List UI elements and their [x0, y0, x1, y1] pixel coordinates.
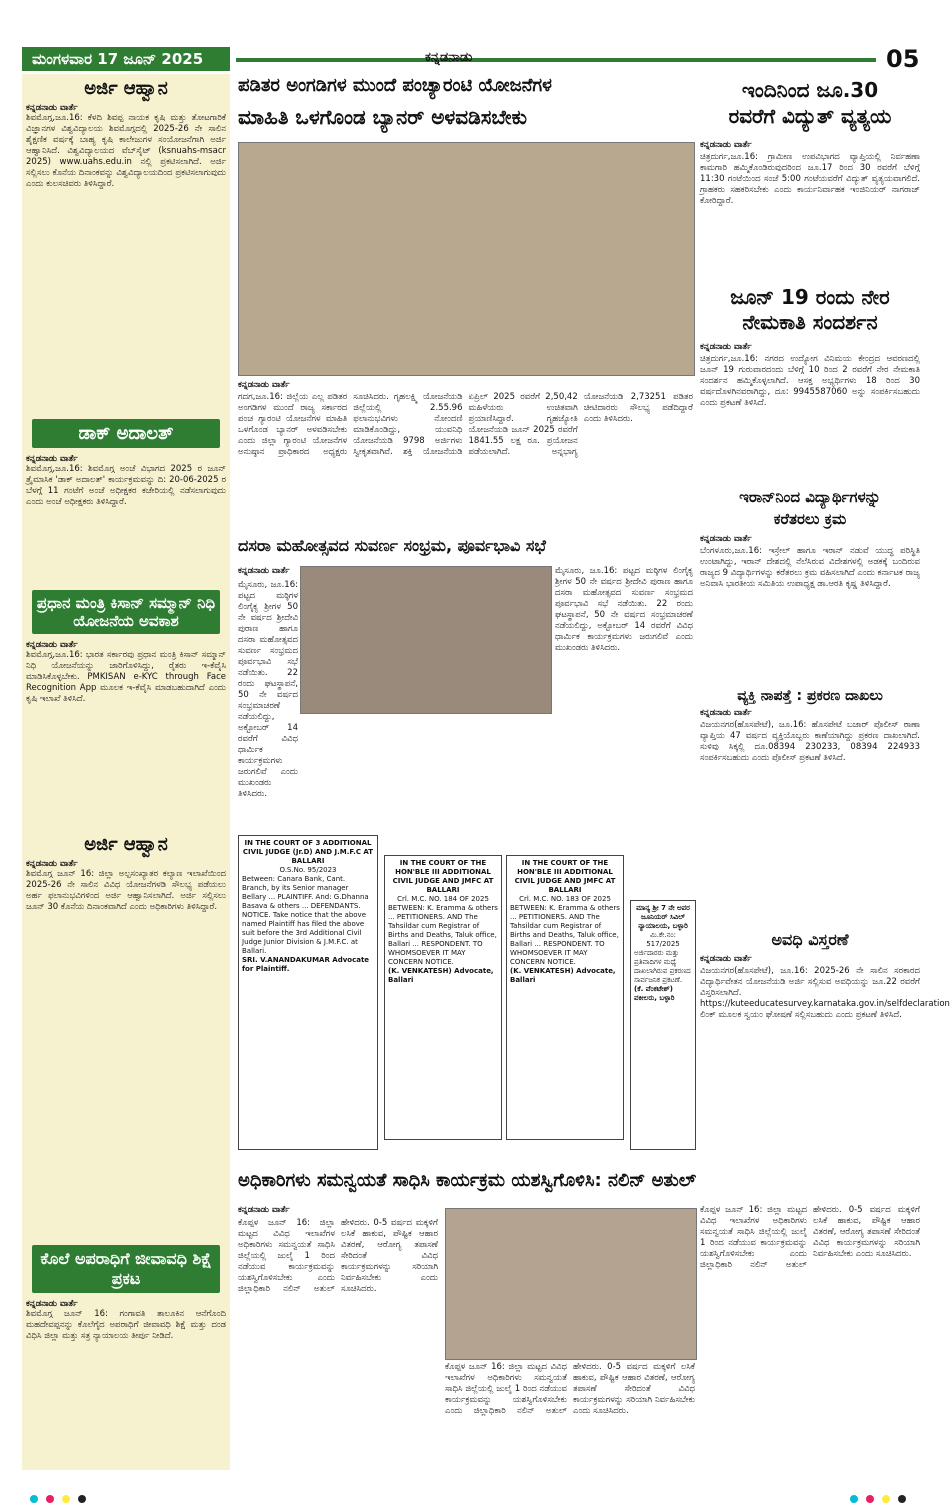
bottom-text-left: ಕೊಪ್ಪಳ ಜೂನ್ 16: ಜಿಲ್ಲಾ ಮಟ್ಟದ ವಿವಿಧ ಇಲಾಖೆಗಳ ಅಧಿಕಾರಿಗಳು ಸಮನ್ವಯತೆ ಸಾಧಿಸಿ ಜಿಲ್ಲೆಯಲ್ಲಿ ಜುಲೈ 1 ರಿಂದ ನಡೆಯುವ ಕಾರ್ಯಕ್ರಮವನ್ನು ಯಶಸ್ವಿಗೊಳಿಸಬೇಕು ಎಂದು ಜಿಲ್ಲಾಧಿಕಾರಿ ನಲಿನ್ ಅತುಲ್ ಹೇಳಿದರು. 0-5 ವರ್ಷದ ಮಕ್ಕಳಿಗೆ ಲಸಿಕೆ ಹಾಕುವ, ಪೌಷ್ಟಿಕ ಆಹಾರ ವಿತರಣೆ, ಆರೋಗ್ಯ ತಪಾಸಣೆ ಸೇರಿದಂತೆ ವಿವಿಧ ಕಾರ್ಯಕ್ರಮಗಳನ್ನು ಸರಿಯಾಗಿ ನಿರ್ವಹಿಸಬೇಕು ಎಂದು ಸೂಚಿಸಿದರು.: [238, 1218, 438, 1294]
iran-text: ಬೆಂಗಳೂರು,ಜೂ.16: ಇಸ್ರೇಲ್ ಹಾಗೂ ಇರಾನ್ ನಡುವೆ ಯುದ್ಧ ಪರಿಸ್ಥಿತಿ ಉಂಟಾಗಿದ್ದು, ಇರಾನ್ ದೇಶದಲ್ಲಿ ನೆಲೆಸಿರುವ ವಿದೇಶಗಳಲ್ಲಿ ಅಡಕಕ್ಕೆ ಬಂದಿರುವ ರಾಜ್ಯದ 9 ವಿದ್ಯಾರ್ಥಿಗಳನ್ನು ಕರೆತರಲು ಕ್ರಮ ವಹಿಸಲಾಗಿದೆ ಎಂದು ಕರ್ನಾಟಕ ರಾಜ್ಯ ಅನಿವಾಸಿ ಭಾರತೀಯ ಸಮಿತಿಯ ಉಪಾಧ್ಯಕ್ಷ ಡಾ.ಆರತಿ ಕೃಷ್ಣ ತಿಳಿಸಿದ್ದಾರೆ.: [700, 546, 920, 589]
left-sidebar: [22, 74, 230, 1470]
sidebar-headline: ಡಾಕ್ ಅದಾಲತ್: [32, 419, 220, 448]
notice-body: BETWEEN: K. Eramma & others ... PETITIONERS. AND The Tahsildar cum Registrar of Births and Deaths, Taluk office, Ballari ... RESPONDENT. TO WHOMSOEVER IT MAY CONCERN NOTICE.: [510, 904, 620, 966]
meeting-photo: [238, 142, 695, 376]
sidebar-text: ಶಿವಮೊಗ್ಗ,ಜೂ.16: ಭಾರತ ಸರ್ಕಾರವು ಪ್ರಧಾನ ಮಂತ್ರಿ ಕಿಸಾನ್ ಸಮ್ಮಾನ್ ನಿಧಿ ಯೋಜನೆಯನ್ನು ಜಾರಿಗೊಳಿಸಿದ್ದು, ರೈತರು ಇ-ಕೆವೈಸಿ ಮಾಡಿಸಿಕೊಳ್ಳಬೇಕು. PMKISAN e-KYC through Face Recognition App ಮೂಲಕ ಇ-ಕೆವೈಸಿ ಮಾಡಬಹುದಾಗಿದೆ ಎಂದು ಕೃಷಿ ಇಲಾಖೆ ತಿಳಿಸಿದೆ.: [26, 650, 226, 704]
bottom-text-right: ಕೊಪ್ಪಳ ಜೂನ್ 16: ಜಿಲ್ಲಾ ಮಟ್ಟದ ವಿವಿಧ ಇಲಾಖೆಗಳ ಅಧಿಕಾರಿಗಳು ಸಮನ್ವಯತೆ ಸಾಧಿಸಿ ಜಿಲ್ಲೆಯಲ್ಲಿ ಜುಲೈ 1 ರಿಂದ ನಡೆಯುವ ಕಾರ್ಯಕ್ರಮವನ್ನು ಯಶಸ್ವಿಗೊಳಿಸಬೇಕು ಎಂದು ಜಿಲ್ಲಾಧಿಕಾರಿ ನಲಿನ್ ಅತುಲ್ ಹೇಳಿದರು. 0-5 ವರ್ಷದ ಮಕ್ಕಳಿಗೆ ಲಸಿಕೆ ಹಾಕುವ, ಪೌಷ್ಟಿಕ ಆಹಾರ ವಿತರಣೆ, ಆರೋಗ್ಯ ತಪಾಸಣೆ ಸೇರಿದಂತೆ ವಿವಿಧ ಕಾರ್ಯಕ್ರಮಗಳನ್ನು ಸರಿಯಾಗಿ ನಿರ್ವಹಿಸಬೇಕು ಎಂದು ಸೂಚಿಸಿದರು.: [700, 1205, 920, 1270]
notice-advocate: (K. VENKATESH) Advocate, Ballari: [388, 967, 494, 984]
sidebar-byline: ಕನ್ನಡನಾಡು ವಾರ್ತೆ: [26, 454, 78, 464]
notice-body: ಅರ್ಜಿದಾರರು ಮತ್ತು ಪ್ರತಿವಾದಿಗಳ ಮಧ್ಯೆ ದಾಖಲಾಗಿರುವ ಪ್ರಕರಣದ ಸಾರ್ವಜನಿಕ ಪ್ರಕಟಣೆ.: [634, 949, 691, 984]
yellow-dot: [882, 1495, 890, 1503]
dasara-text: ಮೈಸೂರು, ಜೂ.16: ಪಟ್ಟದ ಮಠ್ಠಿಗಳ ಲಿಂಗೈಕ್ಯ ಶ್ರೀಗಳ 50 ನೇ ವರ್ಷದ ಶ್ರೀದೇವಿ ಪುರಾಣ ಹಾಗೂ ದಸರಾ ಮಹೋತ್ಸವದ ಸುವರ್ಣ ಸಂಭ್ರಮದ ಪೂರ್ವಭಾವಿ ಸಭೆ ನಡೆಯಿತು. 22 ರಂದು ಘಟಸ್ಥಾಪನೆ, 50 ನೇ ವರ್ಷದ ಸಂಭ್ರಮಾಚರಣೆ ನಡೆಯಲಿದ್ದು, ಅಕ್ಟೋಬರ್ 14 ರವರೆಗೆ ವಿವಿಧ ಧಾರ್ಮಿಕ ಕಾರ್ಯಕ್ರಮಗಳು ಜರುಗಲಿವೆ ಎಂದು ಮುಖಂಡರು ತಿಳಿಸಿದರು.: [238, 580, 298, 799]
notice-advocate: (ಕೆ. ವೆಂಕಟೇಶ್) ವಕೀಲರು, ಬಳ್ಳಾರಿ: [634, 985, 675, 1002]
yellow-dot: [62, 1495, 70, 1503]
notice-body: Between: Canara Bank, Cant. Branch, by its Senior manager Bellary ... PLAINTIFF. And: G.Dhanna Basava & others ... DEFENDANTS. NOTICE. Take notice that the above named Plaintiff has filed the above suit before the 3rd Additional Civil Judge Junior Division & J.M.F.C. at Ballari.: [242, 875, 369, 955]
notice-body: BETWEEN: K. Eramma & others ... PETITIONERS. AND The Tahsildar cum Registrar of Births and Deaths, Taluk office, Ballari ... RESPONDENT. TO WHOMSOEVER IT MAY CONCERN NOTICE.: [388, 904, 498, 966]
top-headline-line1: ಪಡಿತರ ಅಂಗಡಿಗಳ ಮುಂದೆ ಪಂಚ್ಯಾರಂಟಿ ಯೋಜನೆಗಳ: [238, 75, 552, 96]
sidebar-headline: ಪ್ರಧಾನ ಮಂತ್ರಿ ಕಿಸಾನ್ ಸಮ್ಮಾನ್ ನಿಧಿ ಯೋಜನೆಯ ಅವಕಾಶ: [32, 590, 220, 634]
black-dot: [78, 1495, 86, 1503]
electricity-headline-line1: ಇಂದಿನಿಂದ ಜೂ.30: [741, 78, 879, 102]
interview-byline: ಕನ್ನಡನಾಡು ವಾರ್ತೆ: [700, 342, 752, 352]
electricity-byline: ಕನ್ನಡನಾಡು ವಾರ್ತೆ: [700, 140, 752, 150]
cyan-dot: [30, 1495, 38, 1503]
newspaper-logo: ಕನ್ನಡನಾಡು: [425, 50, 473, 65]
sidebar-byline: ಕನ್ನಡನಾಡು ವಾರ್ತೆ: [26, 859, 78, 869]
court-notice: [238, 835, 378, 1150]
notice-court: IN THE COURT OF THE HON'BLE III ADDITIONAL CIVIL JUDGE AND JMFC AT BALLARI: [392, 859, 494, 894]
court-notice: [506, 855, 624, 1140]
iran-headline-line2: ಕರೆತರಲು ಕ್ರಮ: [773, 510, 847, 528]
notice-advocate: SRI. V.ANANDAKUMAR Advocate for Plaintiff.: [242, 956, 370, 973]
top-headline-line2: ಮಾಹಿತಿ ಒಳಗೊಂಡ ಬ್ಯಾನರ್ ಅಳವಡಿಸಬೇಕು: [238, 105, 527, 129]
magenta-dot: [866, 1495, 874, 1503]
court-notice: [630, 900, 696, 1150]
sidebar-text: ಶಿವಮೊಗ್ಗ,ಜೂ.16: ಕೆಳದಿ ಶಿವಪ್ಪ ನಾಯಕ ಕೃಷಿ ಮತ್ತು ತೋಟಗಾರಿಕೆ ವಿಜ್ಞಾನಗಳ ವಿಶ್ವವಿದ್ಯಾಲಯ ಶಿವಮೊಗ್ಗದಲ್ಲಿ 2025-26 ನೇ ಸಾಲಿನ ಶೈಕ್ಷಣಿಕ ವರ್ಷಕ್ಕೆ ಬಾಹ್ಯ ಕೃಷಿ ಕಾಲೇಜುಗಳ ಸಂಯೋಜನೆಗಾಗಿ ಅರ್ಜಿ ಆಹ್ವಾನಿಸಿದೆ. ವಿಶ್ವವಿದ್ಯಾಲಯದ ವೆಬ್‌ಸೈಟ್ (ksnuahs-msacr 2025) www.uahs.edu.in ನಲ್ಲಿ ಪ್ರಕಟಿಸಲಾಗಿದೆ. ಅರ್ಜಿ ಸಲ್ಲಿಸಲು ಕೊನೆಯ ದಿನಾಂಕವನ್ನು ವಿಶ್ವವಿದ್ಯಾಲಯದಿಂದ ಪ್ರಕಟಿಸಲಾಗುವುದು ಎಂದು ಕುಲಸಚಿವರು ತಿಳಿಸಿದ್ದಾರೆ.: [26, 113, 226, 189]
sidebar-text: ಶಿವಮೊಗ್ಗ ಜೂನ್ 16: ಜಿಲ್ಲಾ ಅಲ್ಪಸಂಖ್ಯಾತರ ಕಲ್ಯಾಣ ಇಲಾಖೆಯಿಂದ 2025-26 ನೇ ಸಾಲಿನ ವಿವಿಧ ಯೋಜನೆಗಳಡಿ ಸೌಲಭ್ಯ ಪಡೆಯಲು ಅರ್ಹ ಫಲಾನುಭವಿಗಳಿಂದ ಅರ್ಜಿ ಆಹ್ವಾನಿಸಲಾಗಿದೆ. ಅರ್ಜಿ ಸಲ್ಲಿಸಲು ಜೂನ್ 30 ಕೊನೆಯ ದಿನಾಂಕವಾಗಿದೆ ಎಂದು ಅಧಿಕಾರಿಗಳು ತಿಳಿಸಿದ್ದಾರೆ.: [26, 869, 226, 912]
sidebar-text: ಶಿವಮೊಗ್ಗ ಜೂನ್ 16: ಗಂಗಾವತಿ ತಾಲೂಕಿನ ಆನೆಗೊಂದಿ ಮಹದೇವಪ್ಪನನ್ನು ಕೊಲೆಗೈದ ಅಪರಾಧಿಗೆ ಜೀವಾವಧಿ ಶಿಕ್ಷೆ ಮತ್ತು ದಂಡ ವಿಧಿಸಿ ಜಿಲ್ಲಾ ಮತ್ತು ಸತ್ರ ನ್ಯಾಯಾಲಯ ತೀರ್ಪು ನೀಡಿದೆ.: [26, 1309, 226, 1341]
extension-headline: ಅವಧಿ ವಿಸ್ತರಣೆ: [771, 930, 849, 949]
iran-headline-line1: ಇರಾನ್‌ನಿಂದ ವಿದ್ಯಾರ್ಥಿಗಳನ್ನು: [739, 488, 881, 506]
color-registration-dots: [850, 1488, 909, 1498]
sidebar-byline: ಕನ್ನಡನಾಡು ವಾರ್ತೆ: [26, 103, 78, 113]
bottom-text-mid: ಕೊಪ್ಪಳ ಜೂನ್ 16: ಜಿಲ್ಲಾ ಮಟ್ಟದ ವಿವಿಧ ಇಲಾಖೆಗಳ ಅಧಿಕಾರಿಗಳು ಸಮನ್ವಯತೆ ಸಾಧಿಸಿ ಜಿಲ್ಲೆಯಲ್ಲಿ ಜುಲೈ 1 ರಿಂದ ನಡೆಯುವ ಕಾರ್ಯಕ್ರಮವನ್ನು ಯಶಸ್ವಿಗೊಳಿಸಬೇಕು ಎಂದು ಜಿಲ್ಲಾಧಿಕಾರಿ ನಲಿನ್ ಅತುಲ್ ಹೇಳಿದರು. 0-5 ವರ್ಷದ ಮಕ್ಕಳಿಗೆ ಲಸಿಕೆ ಹಾಕುವ, ಪೌಷ್ಟಿಕ ಆಹಾರ ವಿತರಣೆ, ಆರೋಗ್ಯ ತಪಾಸಣೆ ಸೇರಿದಂತೆ ವಿವಿಧ ಕಾರ್ಯಕ್ರಮಗಳನ್ನು ಸರಿಯಾಗಿ ನಿರ್ವಹಿಸಬೇಕು ಎಂದು ಸೂಚಿಸಿದರು.: [445, 1362, 695, 1416]
missing-text: ವಿಜಯನಗರ(ಹೊಸಪೇಟೆ), ಜೂ.16: ಹೊಸಪೇಟೆ ಬಜಾರ್ ಪೊಲೀಸ್ ಠಾಣಾ ವ್ಯಾಪ್ತಿಯ 47 ವರ್ಷದ ವ್ಯಕ್ತಿಯೊಬ್ಬರು ಕಾಣೆಯಾಗಿದ್ದು ಪ್ರಕರಣ ದಾಖಲಾಗಿದೆ. ಸುಳಿವು ಸಿಕ್ಕಲ್ಲಿ ದೂ.08394 230233, 08394 224933 ಸಂಪರ್ಕಿಸಬಹುದು ಎಂದು ಪೊಲೀಸ್ ಪ್ರಕಟಣೆ ತಿಳಿಸಿದೆ.: [700, 720, 920, 763]
officials-meeting-photo: [445, 1208, 697, 1360]
missing-byline: ಕನ್ನಡನಾಡು ವಾರ್ತೆ: [700, 708, 752, 718]
sidebar-byline: ಕನ್ನಡನಾಡು ವಾರ್ತೆ: [26, 640, 78, 650]
sidebar-headline: ಕೊಲೆ ಅಪರಾಧಿಗೆ ಜೀವಾವಧಿ ಶಿಕ್ಷೆ ಪ್ರಕಟ: [32, 1245, 220, 1293]
bottom-byline: ಕನ್ನಡನಾಡು ವಾರ್ತೆ: [238, 1205, 290, 1215]
notice-case: O.S.No. 95/2023: [279, 866, 337, 874]
magenta-dot: [46, 1495, 54, 1503]
dasara-headline: ದಸರಾ ಮಹೋತ್ಸವದ ಸುವರ್ಣ ಸಂಭ್ರಮ, ಪೂರ್ವಭಾವಿ ಸಭೆ: [238, 536, 546, 555]
notice-court: IN THE COURT OF 3 ADDITIONAL CIVIL JUDGE (Jr.D) AND J.M.F.C AT BALLARI: [242, 839, 374, 865]
top-article-text: ಗದಗ,ಜೂ.16: ಜಿಲ್ಲೆಯ ಎಲ್ಲ ಪಡಿತರ ಅಂಗಡಿಗಳ ಮುಂದೆ ರಾಜ್ಯ ಸರ್ಕಾರದ ಪಂಚ ಗ್ಯಾರಂಟಿ ಯೋಜನೆಗಳ ಮಾಹಿತಿ ಒಳಗೊಂಡ ಬ್ಯಾನರ್ ಅಳವಡಿಸಬೇಕು ಎಂದು ಜಿಲ್ಲಾ ಗ್ಯಾರಂಟಿ ಯೋಜನೆಗಳ ಅನುಷ್ಠಾನ ಪ್ರಾಧಿಕಾರದ ಅಧ್ಯಕ್ಷರು ಸೂಚಿಸಿದರು. ಗೃಹಲಕ್ಷ್ಮಿ ಯೋಜನೆಯಡಿ ಜಿಲ್ಲೆಯಲ್ಲಿ 2.55.96 ಫಲಾನುಭವಿಗಳು ನೋಂದಣಿ ಮಾಡಿಕೊಂಡಿದ್ದು, ಯುವನಿಧಿ ಯೋಜನೆಯಡಿ 9798 ಅರ್ಜಿಗಳು ಸ್ವೀಕೃತವಾಗಿವೆ. ಶಕ್ತಿ ಯೋಜನೆಯಡಿ ಏಪ್ರಿಲ್ 2025 ರವರೆಗೆ 2,50,42 ಮಹಿಳೆಯರು ಉಚಿತವಾಗಿ ಪ್ರಯಾಣಿಸಿದ್ದಾರೆ. ಗೃಹಜ್ಯೋತಿ ಯೋಜನೆಯಡಿ ಜೂನ್ 2025 ರವರೆಗೆ 1841.55 ಲಕ್ಷ ರೂ. ಪ್ರಯೋಜನ ಪಡೆಯಲಾಗಿದೆ. ಅನ್ನಭಾಗ್ಯ ಯೋಜನೆಯಡಿ 2,73251 ಪಡಿತರ ಚೀಟಿದಾರರು ಸೌಲಭ್ಯ ಪಡೆದಿದ್ದಾರೆ ಎಂದು ತಿಳಿಸಿದರು.: [238, 392, 693, 457]
dasara-text-right: ಮೈಸೂರು, ಜೂ.16: ಪಟ್ಟದ ಮಠ್ಠಿಗಳ ಲಿಂಗೈಕ್ಯ ಶ್ರೀಗಳ 50 ನೇ ವರ್ಷದ ಶ್ರೀದೇವಿ ಪುರಾಣ ಹಾಗೂ ದಸರಾ ಮಹೋತ್ಸವದ ಸುವರ್ಣ ಸಂಭ್ರಮದ ಪೂರ್ವಭಾವಿ ಸಭೆ ನಡೆಯಿತು. 22 ರಂದು ಘಟಸ್ಥಾಪನೆ, 50 ನೇ ವರ್ಷದ ಸಂಭ್ರಮಾಚರಣೆ ನಡೆಯಲಿದ್ದು, ಅಕ್ಟೋಬರ್ 14 ರವರೆಗೆ ವಿವಿಧ ಧಾರ್ಮಿಕ ಕಾರ್ಯಕ್ರಮಗಳು ಜರುಗಲಿವೆ ಎಂದು ಮುಖಂಡರು ತಿಳಿಸಿದರು.: [555, 566, 693, 653]
iran-byline: ಕನ್ನಡನಾಡು ವಾರ್ತೆ: [700, 534, 752, 544]
interview-text: ಚಿತ್ರದುರ್ಗ,ಜೂ.16: ನಗರದ ಉದ್ಯೋಗ ವಿನಿಮಯ ಕೇಂದ್ರದ ಆವರಣದಲ್ಲಿ ಜೂನ್ 19 ಗುರುವಾರದಂದು ಬೆಳಿಗ್ಗೆ 10 ರಿಂದ 2 ರವರೆಗೆ ನೇರ ನೇಮಕಾತಿ ಸಂದರ್ಶನ ಹಮ್ಮಿಕೊಳ್ಳಲಾಗಿದೆ. ಆಸಕ್ತ ಅಭ್ಯರ್ಥಿಗಳು 18 ರಿಂದ 30 ವರ್ಷದೊಳಗಿನವರಾಗಿದ್ದು, ದೂ: 9945587060 ಅನ್ನು ಸಂಪರ್ಕಿಸಬಹುದು ಎಂದು ಪ್ರಕಟಣೆ ತಿಳಿಸಿದೆ.: [700, 354, 920, 408]
sidebar-headline: ಅರ್ಜಿ ಆಹ್ವಾನ: [84, 834, 168, 855]
notice-advocate: (K. VENKATESH) Advocate, Ballari: [510, 967, 616, 984]
header-rule: [236, 58, 876, 62]
missing-headline: ವ್ಯಕ್ತಿ ನಾಪತ್ತೆ : ಪ್ರಕರಣ ದಾಖಲು: [737, 688, 883, 704]
color-registration-dots: [30, 1488, 89, 1498]
notice-court: IN THE COURT OF THE HON'BLE III ADDITIONAL CIVIL JUDGE AND JMFC AT BALLARI: [514, 859, 616, 894]
notice-court: ಮಾನ್ಯ ಶ್ರೀ 7 ನೇ ಅಪರ ಜೂನಿಯರ್ ಸಿವಿಲ್ ನ್ಯಾಯಾಲಯ, ಬಳ್ಳಾರಿ: [636, 904, 690, 930]
electricity-headline-line2: ರವರೆಗೆ ವಿದ್ಯುತ್ ವ್ಯತ್ಯಯ: [728, 104, 892, 128]
sidebar-text: ಶಿವಮೊಗ್ಗ,ಜೂ.16: ಶಿವಮೊಗ್ಗ ಅಂಚೆ ವಿಭಾಗದ 2025 ರ ಜೂನ್ ತ್ರೈಮಾಸಿಕ 'ಡಾಕ್ ಅದಾಲತ್' ಕಾರ್ಯಕ್ರಮವನ್ನು ದಿ: 20-06-2025 ರ ಬೆಳಗ್ಗೆ 11 ಗಂಟೆಗೆ ಅಂಚೆ ಅಧೀಕ್ಷಕರ ಕಚೇರಿಯಲ್ಲಿ ನಡೆಸಲಾಗುವುದು ಎಂದು ಅಂಚೆ ಅಧೀಕ್ಷಕರು ತಿಳಿಸಿದ್ದಾರೆ.: [26, 464, 226, 507]
cyan-dot: [850, 1495, 858, 1503]
interview-headline-line2: ನೇಮಕಾತಿ ಸಂದರ್ಶನ: [742, 310, 878, 334]
sidebar-byline: ಕನ್ನಡನಾಡು ವಾರ್ತೆ: [26, 1299, 78, 1309]
extension-text: ವಿಜಯನಗರ(ಹೊಸಪೇಟೆ), ಜೂ.16: 2025-26 ನೇ ಸಾಲಿನ ಸರಕಾರದ ವಿದ್ಯಾರ್ಥಿವೇತನ ಯೋಜನೆಯಡಿ ಅರ್ಜಿ ಸಲ್ಲಿಸುವ ಅವಧಿಯನ್ನು ಜೂ.22 ರವರೆಗೆ ವಿಸ್ತರಿಸಲಾಗಿದೆ. https://kuteeducatesurvey.karnataka.gov.in/selfdeclaration ಲಿಂಕ್ ಮೂಲಕ ಸ್ವಯಂ ಘೋಷಣೆ ಸಲ್ಲಿಸಬಹುದು ಎಂದು ಪ್ರಕಟಣೆ ತಿಳಿಸಿದೆ.: [700, 966, 950, 1020]
bottom-headline: ಅಧಿಕಾರಿಗಳು ಸಮನ್ವಯತೆ ಸಾಧಿಸಿ ಕಾರ್ಯಕ್ರಮ ಯಶಸ್ವಿಗೊಳಿಸಿ: ನಲಿನ್ ಅತುಲ್: [238, 1170, 697, 1191]
sidebar-headline: ಅರ್ಜಿ ಆಹ್ವಾನ: [84, 78, 168, 99]
court-notice: [384, 855, 502, 1140]
date-banner: ಮಂಗಳವಾರ 17 ಜೂನ್ 2025: [22, 47, 230, 71]
top-article-byline: ಕನ್ನಡನಾಡು ವಾರ್ತೆ: [238, 380, 290, 390]
black-dot: [898, 1495, 906, 1503]
dasara-byline: ಕನ್ನಡನಾಡು ವಾರ್ತೆ: [238, 566, 290, 576]
extension-byline: ಕನ್ನಡನಾಡು ವಾರ್ತೆ: [700, 954, 752, 964]
electricity-text: ಚಿತ್ರದುರ್ಗ,ಜೂ.16: ಗ್ರಾಮೀಣ ಉಪವಿಭಾಗದ ವ್ಯಾಪ್ತಿಯಲ್ಲಿ ನಿರ್ವಹಣಾ ಕಾಮಗಾರಿ ಹಮ್ಮಿಕೊಂಡಿರುವುದರಿಂದ ಜೂ.17 ರಿಂದ 30 ರವರೆಗೆ ಬೆಳಿಗ್ಗೆ 11:30 ಗಂಟೆಯಿಂದ ಸಂಜೆ 5:00 ಗಂಟೆಯವರೆಗೆ ವಿದ್ಯುತ್ ವ್ಯತ್ಯಯವಾಗಲಿದೆ. ಗ್ರಾಹಕರು ಸಹಕರಿಸಬೇಕು ಎಂದು ಕಾರ್ಯನಿರ್ವಾಹಕ ಇಂಜಿನಿಯರ್ ನಾಗರಾಜ್ ಕೋರಿದ್ದಾರೆ.: [700, 152, 920, 206]
notice-case: Crl. M.C. NO. 184 OF 2025: [397, 895, 489, 903]
page-number: 05: [886, 45, 920, 73]
dasara-speaker-photo: [300, 566, 552, 714]
interview-headline-line1: ಜೂನ್ 19 ರಂದು ನೇರ: [730, 285, 890, 309]
notice-case: ಮಿ.ಕೇ.ನಂ: 517/2025: [646, 931, 680, 948]
notice-case: Crl. M.C. NO. 183 OF 2025: [519, 895, 611, 903]
